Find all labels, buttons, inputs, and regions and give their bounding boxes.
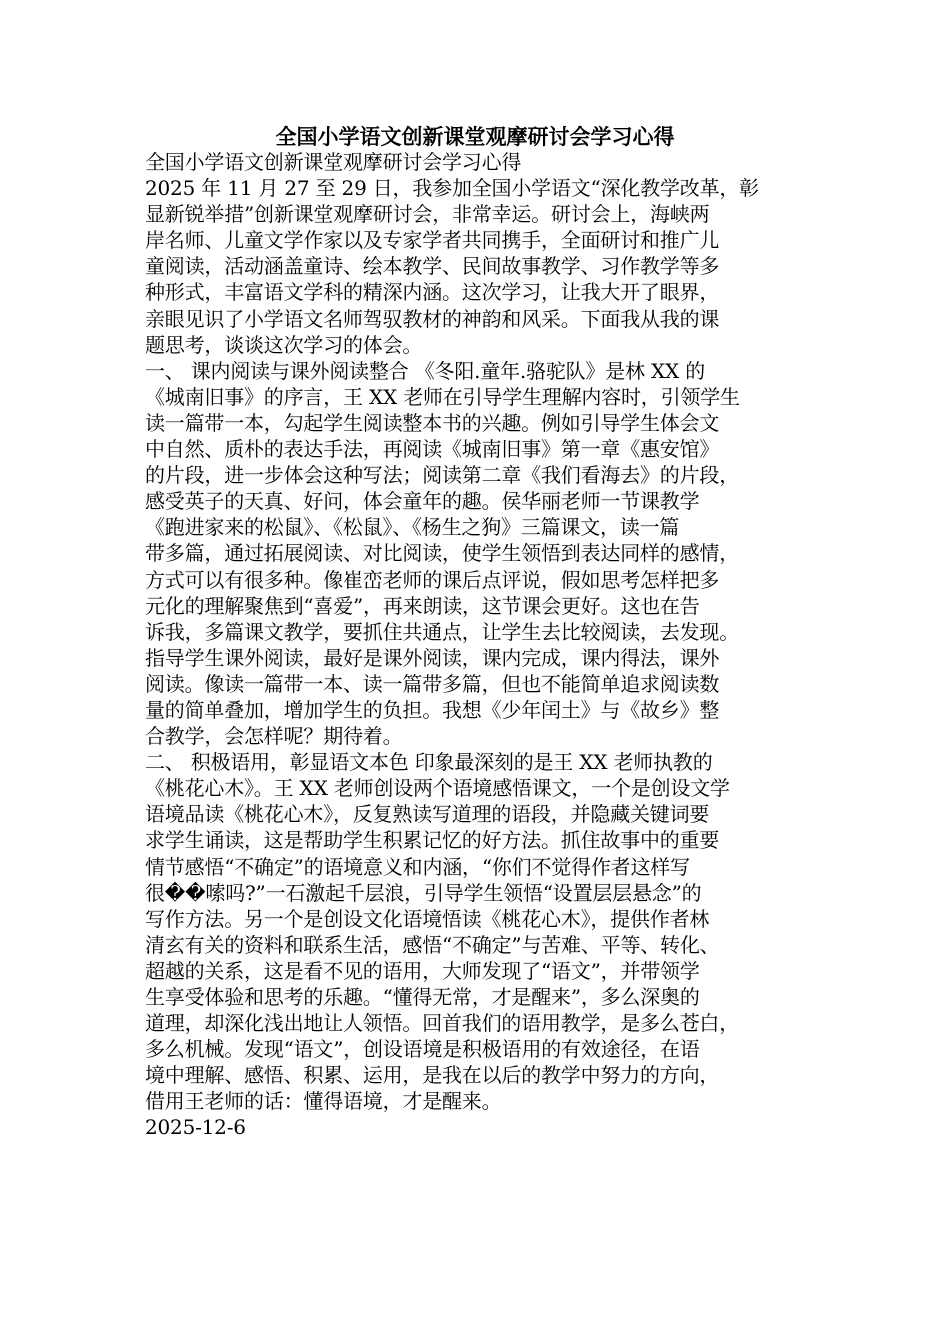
text-line: 语境品读《桃花心木》，反复熟读写道理的语段，并隐藏关键词要 — [145, 802, 710, 827]
text-line: 显新锐举措”创新课堂观摩研讨会，非常幸运。研讨会上，海峡两 — [145, 202, 710, 227]
text-line: 写作方法。另一个是创设文化语境悟读《桃花心木》，提供作者林 — [145, 906, 710, 931]
text-line: 2025-12-6 — [145, 1115, 246, 1140]
text-line: 中自然、质朴的表达手法，再阅读《城南旧事》第一章《惠安馆》 — [145, 437, 720, 462]
text-line: 阅读。像读一篇带一本、读一篇带多篇，但也不能简单追求阅读数 — [145, 671, 720, 696]
text-line: 2025 年 11 月 27 至 29 日，我参加全国小学语文“深化教学改革，彰 — [145, 176, 759, 201]
text-line: 《桃花心木》。王 XX 老师创设两个语境感悟课文，一个是创设文学 — [145, 776, 730, 801]
text-line: 读一篇带一本，勾起学生阅读整本书的兴趣。例如引导学生体会文 — [145, 410, 720, 435]
text-line: 元化的理解聚焦到“喜爱”，再来朗读，这节课会更好。这也在告 — [145, 593, 700, 618]
text-line: 亲眼见识了小学语文名师驾驭教材的神韵和风采。下面我从我的课 — [145, 306, 720, 331]
text-line: 情节感悟“不确定”的语境意义和内涵，“你们不觉得作者这样写 — [145, 854, 690, 879]
document-body — [145, 149, 805, 1141]
text-line: 求学生诵读，这是帮助学生积累记忆的好方法。抓住故事中的重要 — [145, 828, 720, 853]
text-line: 岸名师、儿童文学作家以及专家学者共同携手，全面研讨和推广儿 — [145, 228, 720, 253]
text-line: 一、 课内阅读与课外阅读整合 《冬阳.童年.骆驼队》是林 XX 的 — [145, 358, 706, 383]
text-line: 题思考，谈谈这次学习的体会。 — [145, 332, 423, 357]
text-line: 指导学生课外阅读，最好是课外阅读，课内完成，课内得法，课外 — [145, 645, 720, 670]
text-line: 带多篇，通过拓展阅读、对比阅读，使学生领悟到表达同样的感情， — [145, 541, 739, 566]
text-line: 二、 积极语用，彰显语文本色 印象最深刻的是王 XX 老师执教的 — [145, 750, 713, 775]
text-line: 境中理解、感悟、积累、运用，是我在以后的教学中努力的方向， — [145, 1063, 720, 1088]
text-line: 超越的关系，这是看不见的语用，大师发现了“语文”，并带领学 — [145, 958, 700, 983]
text-line: 合教学，会怎样呢？期待着。 — [145, 724, 403, 749]
text-line: 的片段，进一步体会这种写法；阅读第二章《我们看海去》的片段， — [145, 463, 739, 488]
text-line: 很��嗦吗?”一石激起千层浪，引导学生领悟“设置层层悬念”的 — [145, 880, 702, 905]
text-line: 种形式，丰富语文学科的精深内涵。这次学习，让我大开了眼界， — [145, 280, 720, 305]
text-line: 诉我，多篇课文教学，要抓住共通点，让学生去比较阅读，去发现。 — [145, 619, 739, 644]
text-line: 道理，却深化浅出地让人领悟。回首我们的语用教学，是多么苍白， — [145, 1011, 739, 1036]
text-line: 生享受体验和思考的乐趣。“懂得无常，才是醒来”，多么深奥的 — [145, 985, 700, 1009]
text-line: 借用王老师的话：懂得语境，才是醒来。 — [145, 1089, 502, 1114]
text-line: 多么机械。发现“语文”，创设语境是积极语用的有效途径，在语 — [145, 1037, 700, 1062]
text-line: 量的简单叠加，增加学生的负担。我想《少年闰土》与《故乡》整 — [145, 697, 720, 722]
document-title: 全国小学语文创新课堂观摩研讨会学习心得 — [275, 125, 675, 149]
text-line: 感受英子的天真、好问，体会童年的趣。侯华丽老师一节课教学 — [145, 489, 700, 514]
text-line: 方式可以有很多种。像崔峦老师的课后点评说，假如思考怎样把多 — [145, 567, 720, 592]
text-line: 全国小学语文创新课堂观摩研讨会学习心得 — [145, 150, 522, 174]
text-line: 《跑进家来的松鼠》、《松鼠》、《杨生之狗》三篇课文，读一篇 — [145, 515, 680, 540]
text-line: 清玄有关的资料和联系生活，感悟“不确定”与苦难、平等、转化、 — [145, 932, 720, 957]
text-line: 童阅读，活动涵盖童诗、绘本教学、民间故事教学、习作教学等多 — [145, 254, 720, 279]
text-line: 《城南旧事》的序言，王 XX 老师在引导学生理解内容时，引领学生 — [145, 384, 740, 409]
